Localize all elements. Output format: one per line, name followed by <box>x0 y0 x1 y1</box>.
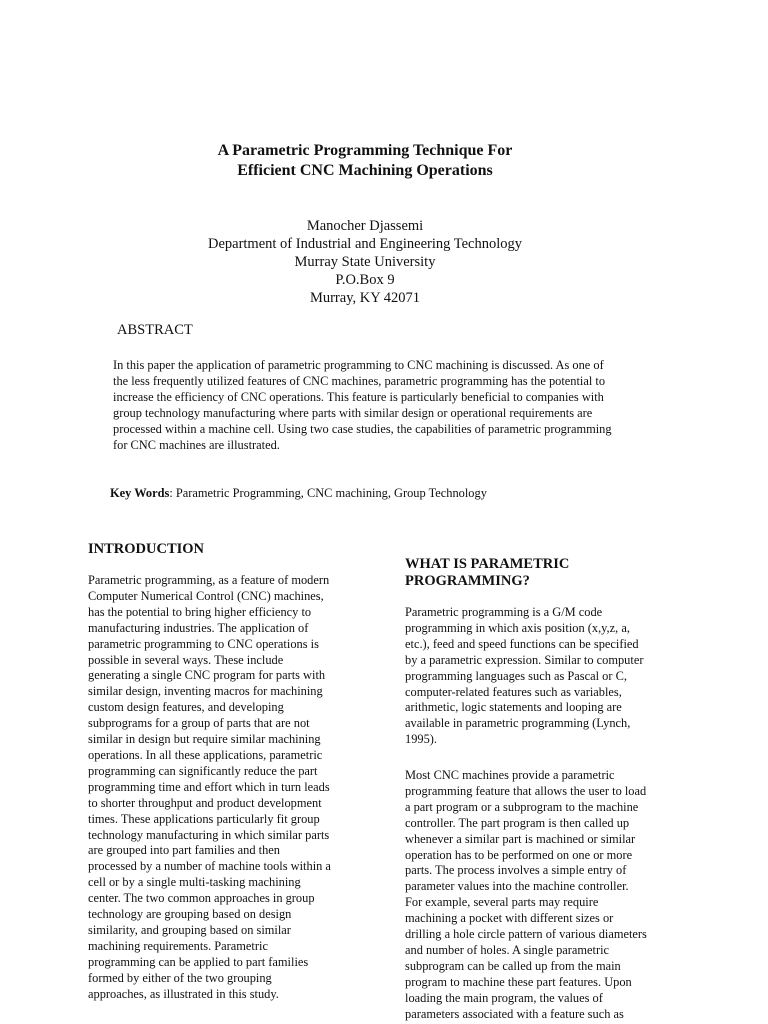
abstract-line: the less frequently utilized features of CNC machines, parametric programming has the potential to <box>113 374 606 388</box>
what-line: Most CNC machines provide a parametric <box>405 768 615 782</box>
intro-line: machining requirements. Parametric <box>88 938 268 953</box>
intro-line: programming time and effort which in turn leads <box>88 779 330 794</box>
intro-line: times. These applications particularly fit group <box>88 811 320 826</box>
introduction-heading: INTRODUCTION <box>88 541 205 557</box>
intro-line: similar design, inventing macros for machining <box>88 684 323 699</box>
intro-line: formed by either of the two grouping <box>88 970 272 985</box>
intro-line: manufacturing industries. The application of <box>88 620 309 635</box>
author-block <box>0 217 730 307</box>
what-line: 1995). <box>405 732 438 747</box>
intro-line: technology manufacturing in which similar parts <box>88 827 330 842</box>
what-line: programming languages such as Pascal or C, <box>405 668 627 683</box>
what-line: parameter values into the machine controller. <box>405 879 629 894</box>
what-line: a part program or a subprogram to the machine <box>405 799 639 814</box>
author-name: Manocher Djassemi <box>306 218 424 234</box>
intro-line: Parametric programming, as a feature of modern <box>88 573 330 587</box>
author-department: Department of Industrial and Engineering Technology <box>207 236 522 252</box>
author-pobox: P.O.Box 9 <box>335 272 395 288</box>
what-line: drilling a hole circle pattern of various diameters <box>405 927 647 942</box>
what-line: programming feature that allows the user to load <box>405 783 647 798</box>
title-line: A Parametric Programming Technique For <box>217 142 513 159</box>
what-line: computer-related features such as variables, <box>405 684 622 699</box>
intro-line: similarity, and grouping based on similar <box>88 922 291 937</box>
what-line: programming in which axis position (x,y,z, a, <box>405 620 630 635</box>
abstract-line: group technology manufacturing where parts with similar design or operational requirements are <box>113 406 593 420</box>
intro-line: similar in design but require similar machining <box>88 732 321 747</box>
abstract-line: In this paper the application of parametric programming to CNC machining is discussed. As one of <box>113 358 604 372</box>
what-line: machining a pocket with different sizes or <box>405 911 614 926</box>
intro-line: to shorter throughput and product development <box>88 795 322 810</box>
intro-line: programming can be applied to part families <box>88 954 309 969</box>
keywords <box>110 486 487 501</box>
what-line: parameters associated with a feature such as <box>405 1006 624 1021</box>
what-line: operation has to be performed on one or more <box>405 847 633 862</box>
what-line: etc.), feed and speed functions can be specified <box>405 636 639 651</box>
paper-title <box>0 141 730 181</box>
abstract-line: increase the efficiency of CNC operations. This feature is particularly beneficial to companies with <box>113 390 604 404</box>
intro-line: approaches, as illustrated in this study. <box>88 986 279 1001</box>
what-line: parts. The process involves a simple entry of <box>405 863 627 878</box>
author-university: Murray State University <box>294 254 436 270</box>
intro-line: technology are grouping based on design <box>88 907 292 922</box>
author-city: Murray, KY 42071 <box>309 290 421 306</box>
intro-line: generating a single CNC program for parts with <box>88 668 326 683</box>
what-line: program to machine these part features. Upon <box>405 974 632 989</box>
what-line: subprogram can be called up from the main <box>405 958 621 973</box>
what-line: Parametric programming is a G/M code <box>405 605 603 619</box>
keywords-text: : Parametric Programming, CNC machining, Group Technology <box>169 486 487 500</box>
abstract-line: for CNC machines are illustrated. <box>113 438 280 452</box>
what-line: whenever a similar part is machined or similar <box>405 831 636 846</box>
intro-line: subprograms for a group of parts that are not <box>88 716 310 731</box>
intro-line: center. The two common approaches in group <box>88 891 315 906</box>
what-is-paragraph-1 <box>405 605 643 748</box>
what-line: available in parametric programming (Lynch, <box>405 716 631 731</box>
what-line: loading the main program, the values of <box>405 990 603 1005</box>
abstract-heading: ABSTRACT <box>117 322 193 338</box>
intro-line: operations. In all these applications, parametric <box>88 747 323 762</box>
intro-line: has the potential to bring higher efficiency to <box>88 604 312 619</box>
intro-line: custom design features, and developing <box>88 700 284 715</box>
intro-line: cell or by a single multi-tasking machining <box>88 875 301 890</box>
title-line: Efficient CNC Machining Operations <box>237 162 493 179</box>
heading-line: WHAT IS PARAMETRIC <box>405 556 570 572</box>
what-line: arithmetic, logic statements and looping are <box>405 700 622 715</box>
intro-line: programming can significantly reduce the part <box>88 763 318 778</box>
what-line: by a parametric expression. Similar to computer <box>405 652 644 667</box>
intro-line: processed by a number of machine tools within a <box>88 859 331 874</box>
intro-line: are grouped into part families and then <box>88 843 280 858</box>
intro-line: parametric programming to CNC operations is <box>88 636 319 651</box>
heading-line: PROGRAMMING? <box>405 573 530 589</box>
keywords-label: Key Words <box>110 486 170 500</box>
abstract-body <box>113 357 678 453</box>
introduction-body <box>88 573 331 1002</box>
what-line: For example, several parts may require <box>405 895 599 910</box>
what-is-paragraph-2 <box>405 768 647 1023</box>
intro-line: Computer Numerical Control (CNC) machines, <box>88 588 324 603</box>
intro-line: possible in several ways. These include <box>88 652 284 667</box>
what-is-parametric-heading <box>405 556 569 590</box>
what-line: and number of holes. A single parametric <box>405 942 610 957</box>
what-line: controller. The part program is then called up <box>405 815 630 830</box>
abstract-line: processed within a machine cell. Using two case studies, the capabilities of parametric programming <box>113 422 612 436</box>
